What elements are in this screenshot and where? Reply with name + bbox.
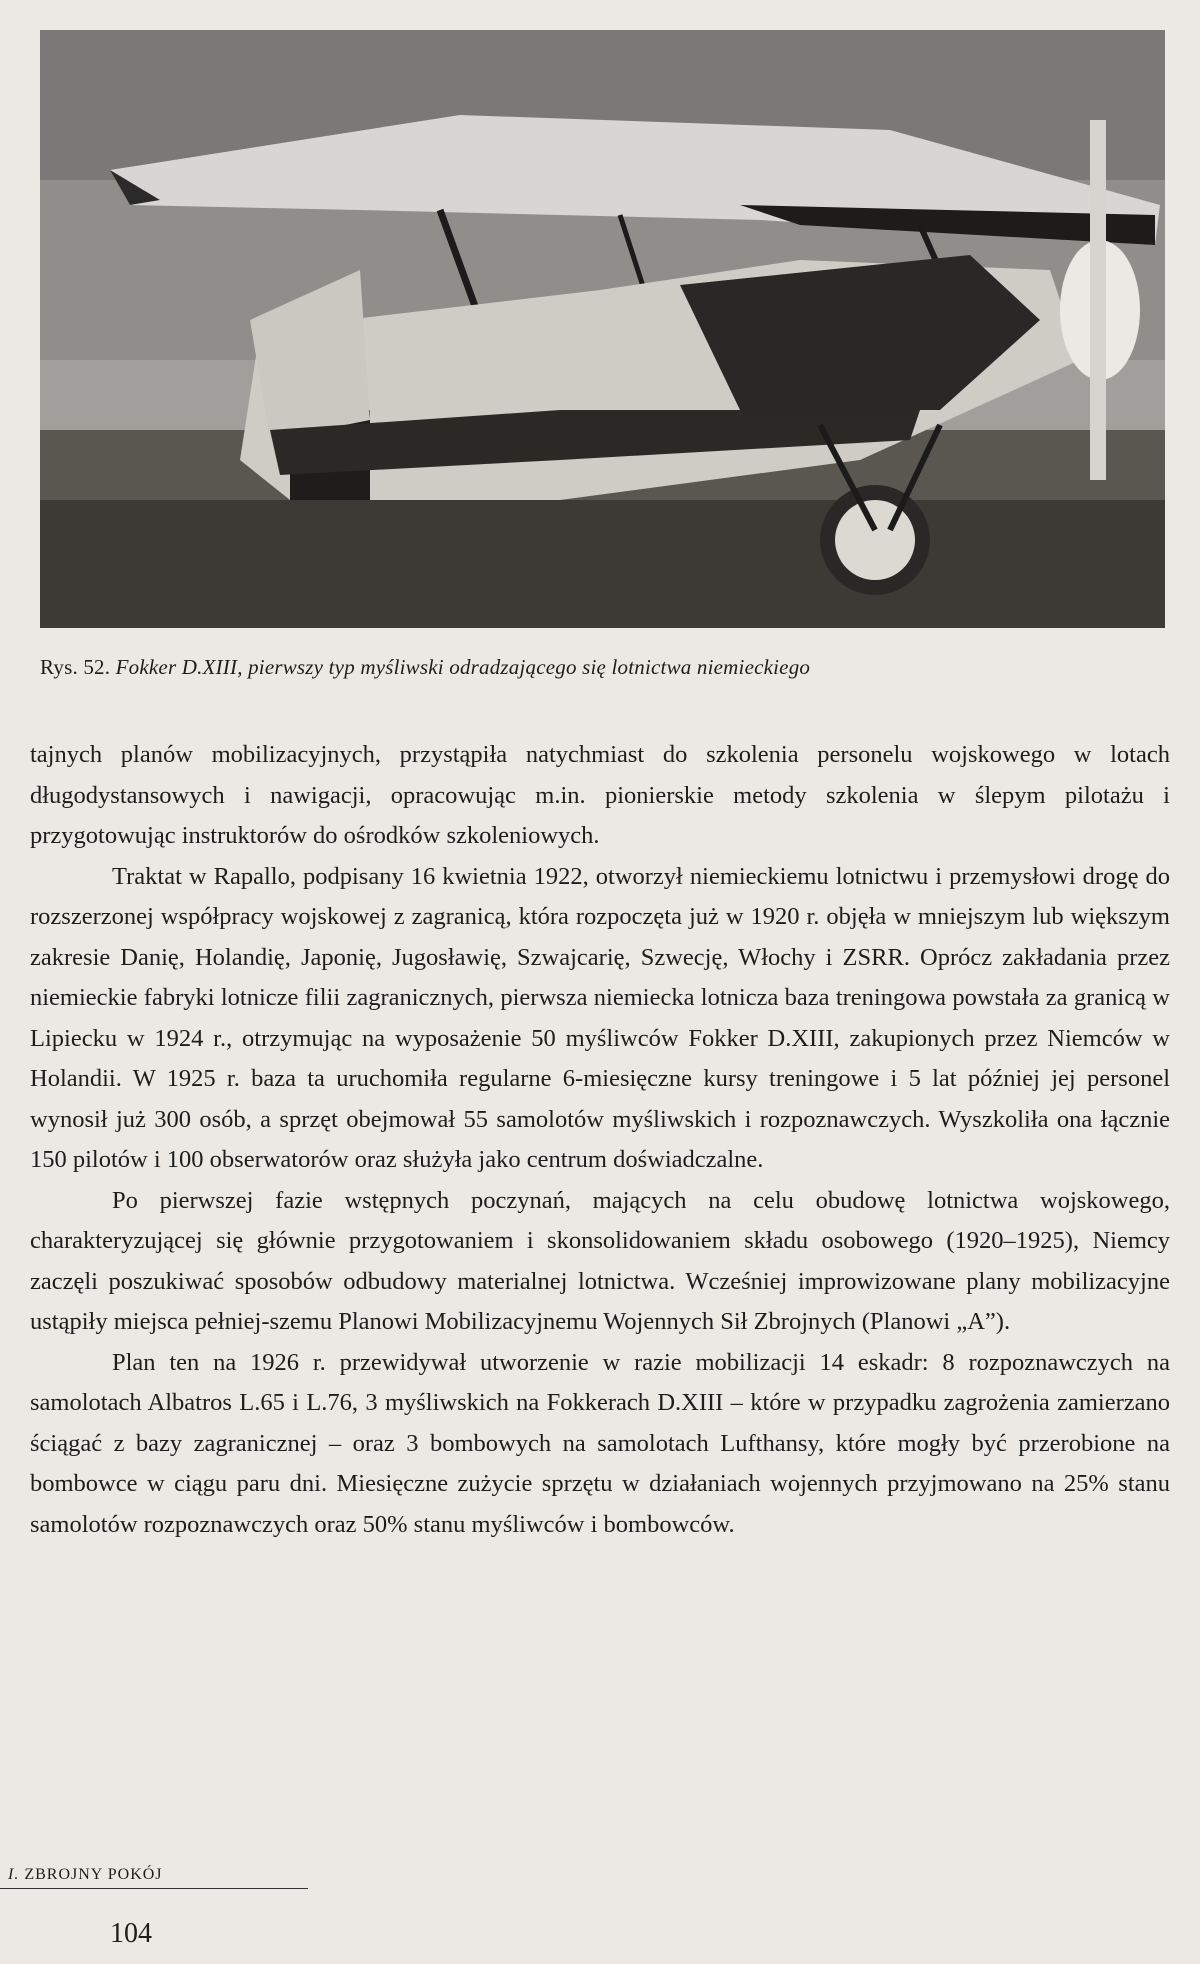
page-number: 104: [110, 1918, 152, 1949]
section-roman: I.: [8, 1866, 20, 1883]
paragraph: Traktat w Rapallo, podpisany 16 kwietnia 1922, otworzył niemieckiemu lotnictwu i przemysłowi drogę do rozszerzonej współpracy wojskowej z zagranicą, która rozpoczęta już w 1920 r. objęła w mniejszym lub większym zakresie Danię, Holandię, Japonię, Jugosławię, Szwajcarię, Szwecję, Włochy i ZSRR. Oprócz zakładania przez niemieckie fabryki lotnicze filii zagranicznych, pierwsza niemiecka lotnicza baza treningowa powstała za granicą w Lipiecku w 1924 r., otrzymując na wyposażenie 50 myśliwców Fokker D.XIII, zakupionych przez Niemców w Holandii. W 1925 r. baza ta uruchomiła regularne 6-miesięczne kursy treningowe i 5 lat później jej personel wynosił już 300 osób, a sprzęt obejmował 55 samolotów myśliwskich i rozpoznawczych. Wyszkoliła ona łącznie 150 pilotów i 100 obserwatorów oraz służyła jako centrum doświadczalne.: [30, 862, 1170, 1173]
running-footer: [0, 1866, 308, 1889]
section-title: ZBROJNY POKÓJ: [24, 1866, 163, 1883]
figure-caption: [40, 655, 1165, 680]
figure-photo: [40, 30, 1165, 628]
biplane-illustration: [40, 30, 1165, 628]
article-body: [30, 735, 1170, 1545]
caption-label: Rys. 52.: [40, 655, 111, 679]
paragraph: Plan ten na 1926 r. przewidywał utworzenie w razie mobilizacji 14 eskadr: 8 rozpoznawczych na samolotach Albatros L.65 i L.76, 3 myśliwskich na Fokkerach D.XIII – które w przypadku zagrożenia zamierzano ściągać z bazy zagranicznej – oraz 3 bombowych na samolotach Lufthansy, które mogły być przerobione na bombowce w ciągu paru dni. Miesięczne zużycie sprzętu w działaniach wojennych przyjmowano na 25% stanu samolotów rozpoznawczych oraz 50% stanu myśliwców i bombowców.: [30, 1348, 1170, 1538]
paragraph: Po pierwszej fazie wstępnych poczynań, mających na celu obudowę lotnictwa wojskowego, charakteryzującej się głównie przygotowaniem i skonsolidowaniem składu osobowego (1920–1925), Niemcy zaczęli poszukiwać sposobów odbudowy materialnej lotnictwa. Wcześniej improwizowane plany mobilizacyjne ustąpiły miejsca pełniej-szemu Planowi Mobilizacyjnemu Wojennych Sił Zbrojnych (Planowi „A”).: [30, 1186, 1170, 1335]
caption-text: Fokker D.XIII, pierwszy typ myśliwski odradzającego się lotnictwa niemieckiego: [115, 655, 811, 679]
paragraph: tajnych planów mobilizacyjnych, przystąpiła natychmiast do szkolenia personelu wojskowego w lotach długodystansowych i nawigacji, opracowując m.in. pionierskie metody szkolenia w ślepym pilotażu i przygotowując instruktorów do ośrodków szkoleniowych.: [30, 741, 1170, 849]
